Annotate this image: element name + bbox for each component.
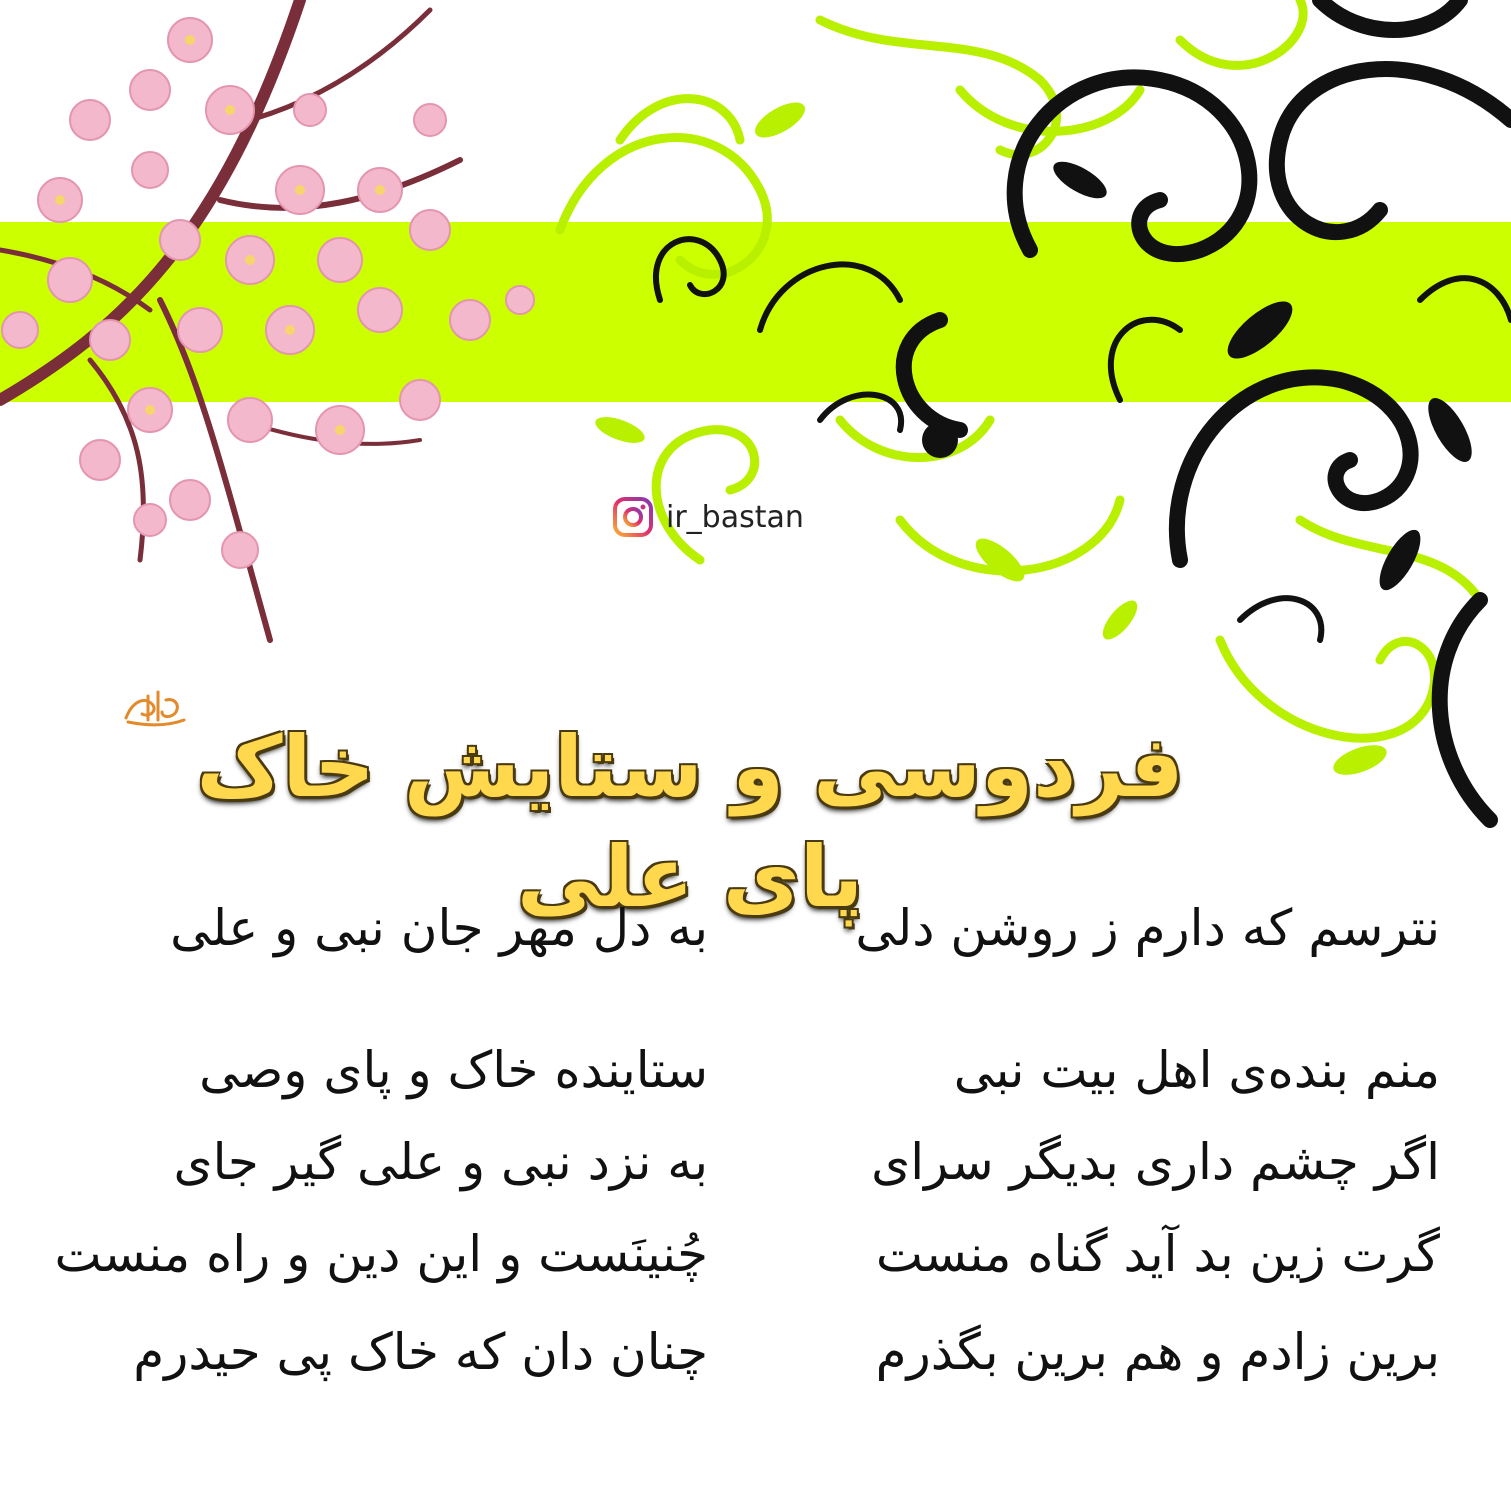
verse-5-second-hemistich: چنان دان که خاک پی حیدرم [133, 1323, 708, 1381]
instagram-icon [612, 496, 654, 538]
verse-5-first-hemistich: برین زادم و هم برین بگذرم [875, 1323, 1440, 1381]
verse-3-second-hemistich: به نزد نبی و علی گیر جای [173, 1133, 708, 1191]
black-leaf-accents [922, 155, 1480, 596]
verse-2-second-hemistich: ستاینده خاک و پای وصی [199, 1041, 708, 1099]
verse-4-first-hemistich: گرت زین بد آید گناه منست [875, 1225, 1440, 1283]
green-swirls [560, 0, 1480, 738]
verse-1-second-hemistich: به دل مهر جان نبی و علی [170, 899, 708, 957]
verse-1-first-hemistich: نترسم که دارم ز روشن دلی [855, 899, 1440, 957]
verse-2-first-hemistich: منم بنده‌ی اهل بیت نبی [953, 1041, 1440, 1099]
page-title: فردوسی و ستایش خاک پای علی [196, 718, 1184, 926]
black-swirls [904, 0, 1511, 820]
instagram-handle[interactable] [612, 496, 804, 538]
verse-3-first-hemistich: اگر چشم داری بدیگر سرای [871, 1133, 1440, 1191]
instagram-handle-label: ir_bastan [666, 499, 804, 535]
verse-4-second-hemistich: چُنینَست و این دین و راه منست [54, 1225, 708, 1283]
green-leaf-accents [592, 96, 1390, 781]
